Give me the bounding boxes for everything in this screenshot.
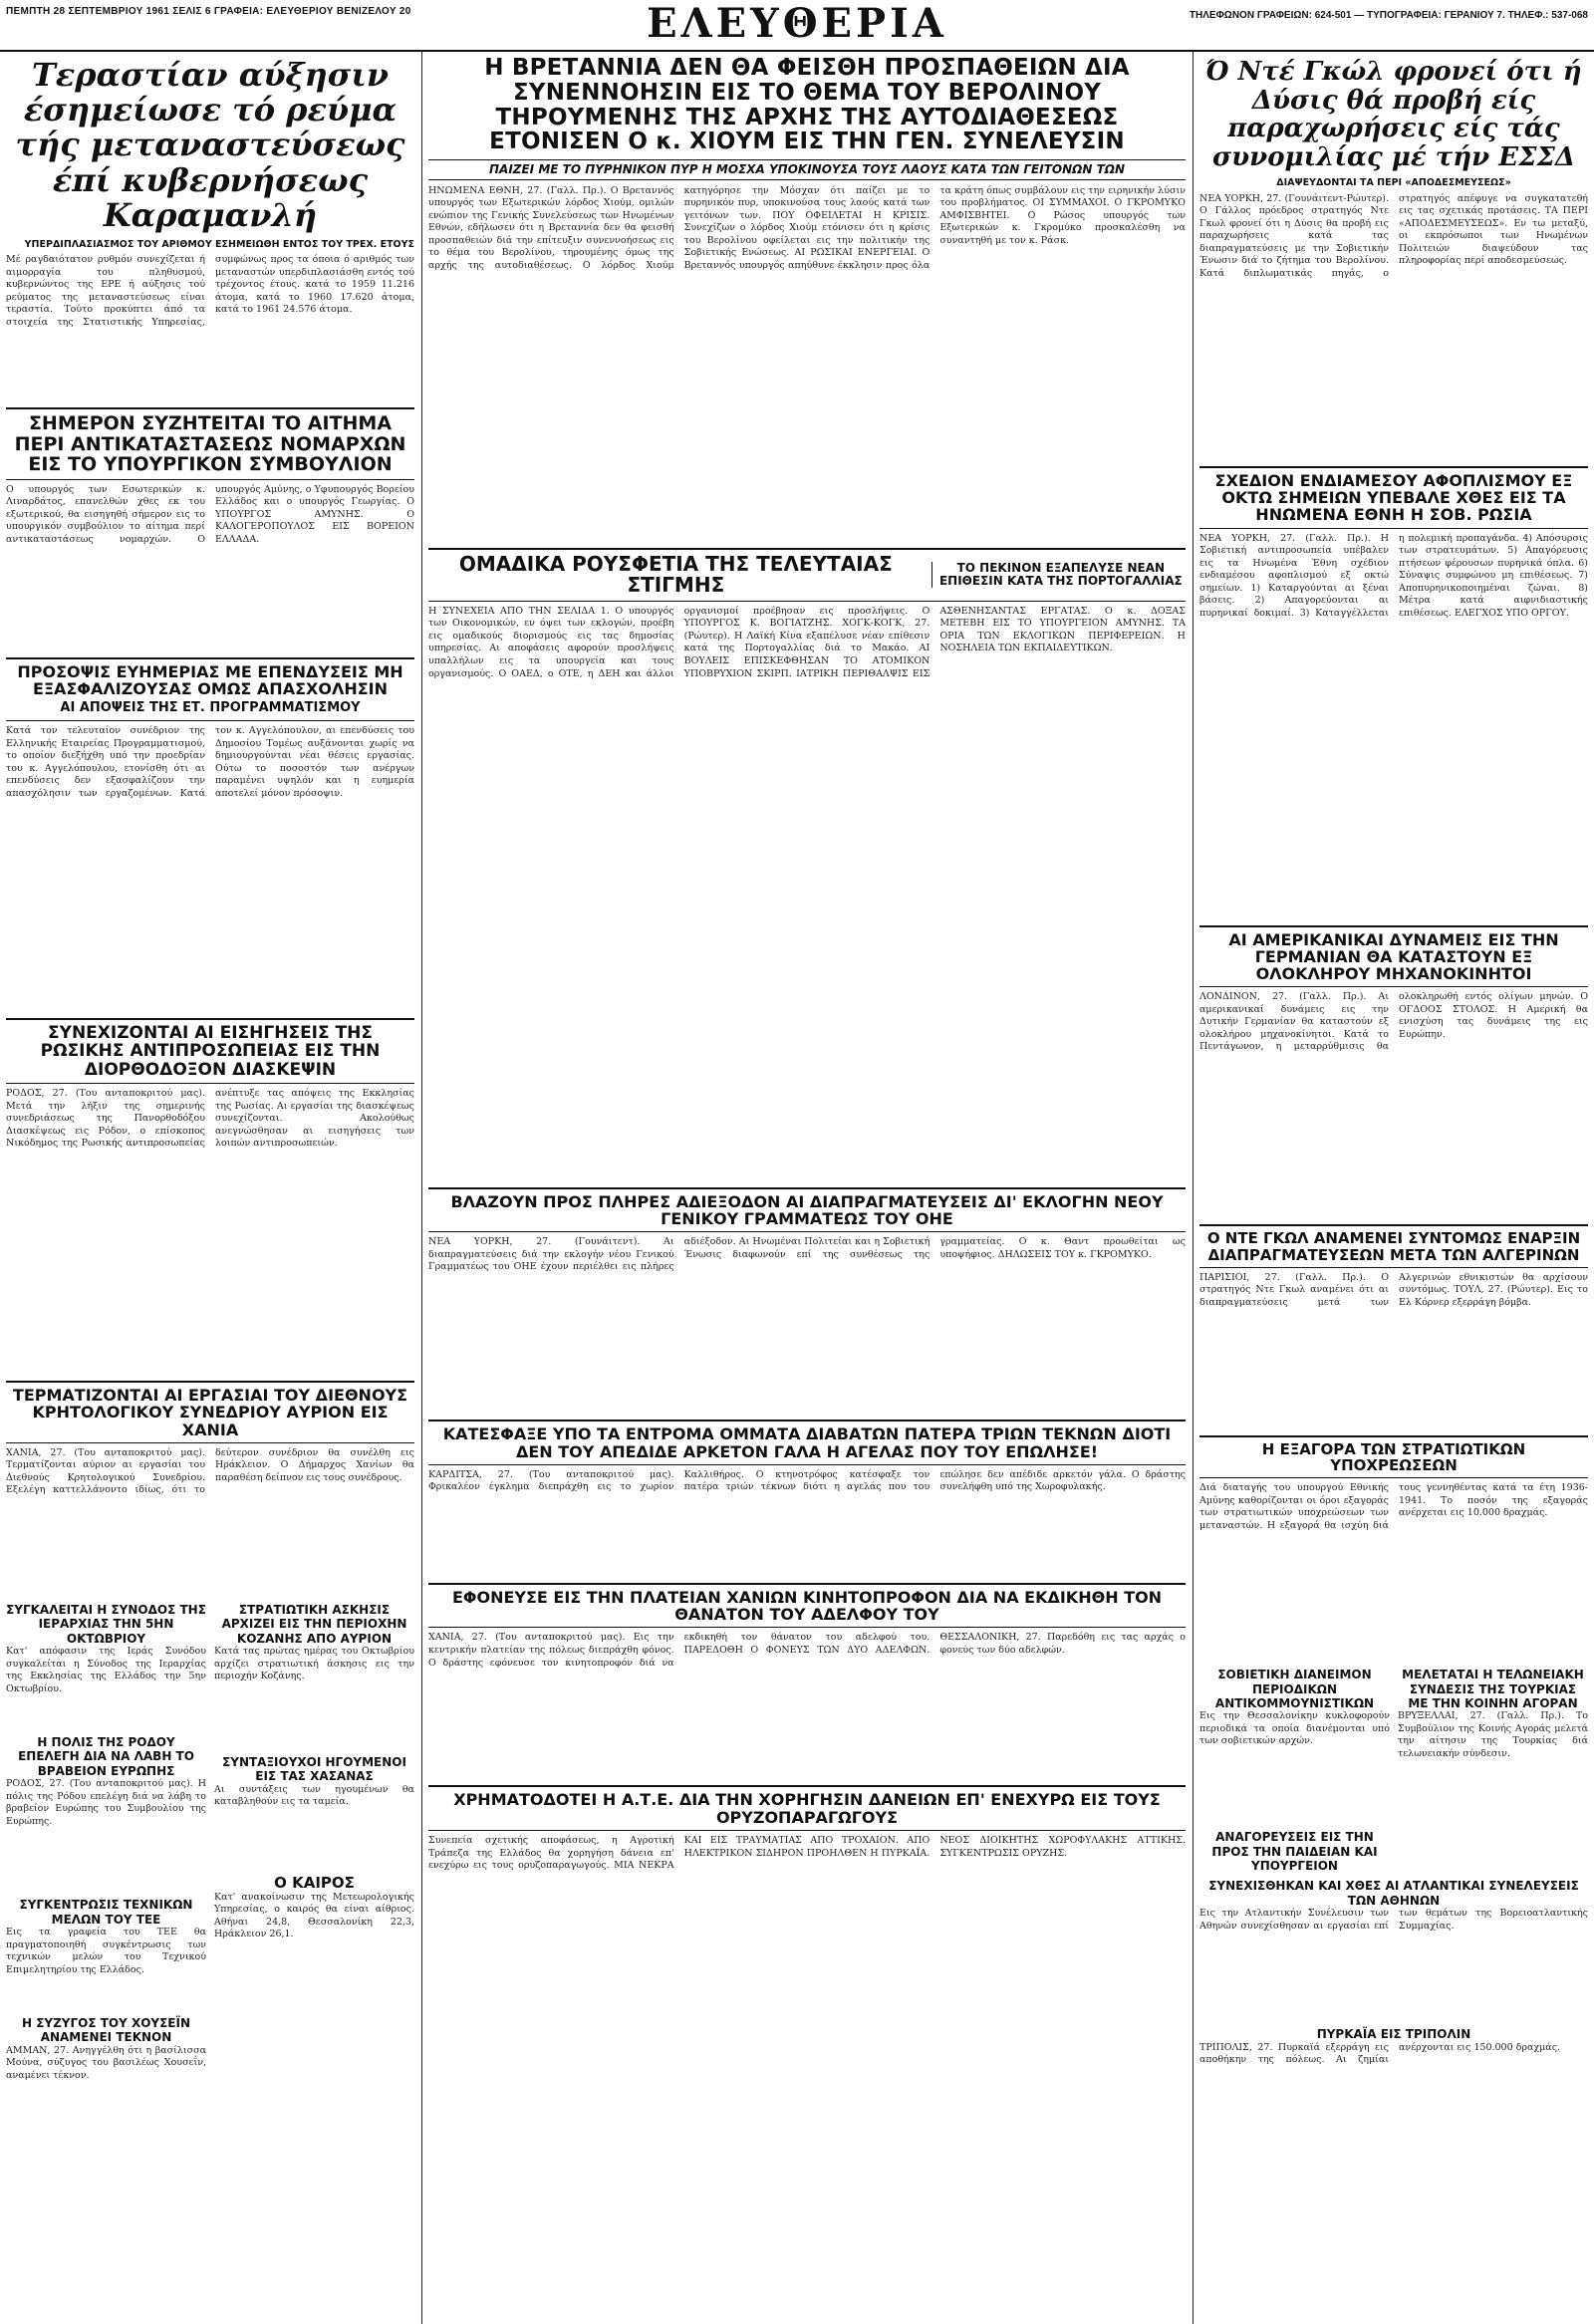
article-body: ΛΟΝΔΙΝΟΝ, 27. (Γαλλ. Πρ.). Αι αμερικανικαί δυνάμεις εις την Δυτικήν Γερμανίαν θα καταστούν εξ ολοκλήρου μηχανοκίνητοι. Κατά το Πεντάγωνον, η μεταρρύθμισις θα ολοκληρωθή εντός ολίγων μηνών. Ο ΟΓΔΟΟΣ ΣΤΟΛΟΣ. Η Αμερική θα ενισχύση τας δυνάμεις της εις Ευρώπην.: [1199, 991, 1588, 1053]
article-body: Συνεπεία σχετικής αποφάσεως, η Αγροτική Τράπεζα της Ελλάδος θα χορηγήση δάνεια επ' ενεχύρω εις τους ορυζοπαραγωγούς. ΜΙΑ ΝΕΚΡΑ ΚΑΙ ΕΙΣ ΤΡΑΥΜΑΤΙΑΣ ΑΠΟ ΤΡΟΧΑΙΟΝ. ΑΠΟ ΗΛΕΚΤΡΙΚΟΝ ΣΙΔΗΡΟΝ ΠΡΟΗΛΘΕΝ Η ΠΥΡΚΑΪΑ. ΝΕΟΣ ΔΙΟΙΚΗΤΗΣ ΧΩΡΟΦΥΛΑΚΗΣ ΑΤΤΙΚΗΣ. ΣΥΓΚΕΝΤΡΩΣΙΣ ΟΡΥΖΗΣ.: [428, 1835, 1186, 1872]
brief-headline: ΜΕΛΕΤΑΤΑΙ Η ΤΕΛΩΝΕΙΑΚΗ ΣΥΝΔΕΣΙΣ ΤΗΣ ΤΟΥΡΚΙΑΣ ΜΕ ΤΗΝ ΚΟΙΝΗΝ ΑΓΟΡΑΝ: [1402, 1668, 1584, 1710]
article-body: ΝΕΑ ΥΟΡΚΗ, 27. (Γαλλ. Πρ.). Η Σοβιετική αντιπροσωπεία υπέβαλεν εις τα Ηνωμένα Έθνη σχέδιον ενδιαμέσου αφοπλισμού εξ οκτώ σημείων. 1) Καταργούνται αι ξέναι βάσεις. 2) Απαγορεύονται αι πυρηνικαί δοκιμαί. 3) Καταγγέλλεται η πολεμική προπαγάνδα. 4) Απόσυρσις των στρατευμάτων. 5) Απαγόρευσις πτήσεων φέρουσων πυρηνικά όπλα. 6) Σύναψις συμφώνου μη επιθέσεως. 7) Αποπυρηνικοποιημέναι ζώναι. 8) Μέτρα κατά αιφνιδιαστικής επιθέσεως. ΕΛΕΓΧΟΣ ΥΠΟ ΟΡΓΟΥ.: [1199, 532, 1588, 619]
brief-headline: ΣΟΒΙΕΤΙΚΗ ΔΙΑΝΕΙΜΟΝ ΠΕΡΙΟΔΙΚΩΝ ΑΝΤΙΚΟΜΜΟΥΝΙΣΤΙΚΩΝ: [1214, 1668, 1375, 1710]
masthead-dateline: ΠΕΜΠΤΗ 28 ΣΕΠΤΕΜΒΡΙΟΥ 1961 ΣΕΛΙΣ 6 ΓΡΑΦΕΙΑ: ΕΛΕΥΘΕΡΙΟΥ ΒΕΝΙΖΕΛΟΥ 20: [6, 6, 411, 17]
headline: ΧΡΗΜΑΤΟΔΟΤΕΙ Η Α.Τ.Ε. ΔΙΑ ΤΗΝ ΧΟΡΗΓΗΣΙΝ ΔΑΝΕΙΩΝ ΕΠ' ΕΝΕΧΥΡΩ ΕΙΣ ΤΟΥΣ ΟΡΥΖΟΠΑΡΑΓΩΓΟΥΣ: [453, 1790, 1161, 1827]
article-body: Διά διαταγής του υπουργού Εθνικής Αμύνης καθορίζονται οι όροι εξαγοράς των στρατιωτικών υποχρεώσεων των μεταναστών. Η εξαγορά θα ισχύη διά τους γεννηθέντας κατά τα έτη 1936-1941. Το ποσόν της εξαγοράς ανέρχεται εις 10.000 δραχμάς.: [1199, 1482, 1588, 1531]
brief-headline: ΣΥΝΕΧΙΣΘΗΚΑΝ ΚΑΙ ΧΘΕΣ ΑΙ ΑΤΛΑΝΤΙΚΑΙ ΣΥΝΕΛΕΥΣΕΙΣ ΤΩΝ ΑΘΗΝΩΝ: [1208, 1879, 1579, 1908]
brief-headline: ΣΥΓΚΑΛΕΙΤΑΙ Η ΣΥΝΟΔΟΣ ΤΗΣ ΙΕΡΑΡΧΙΑΣ ΤΗΝ 5ΗΝ ΟΚΤΩΒΡΙΟΥ: [6, 1602, 206, 1646]
headline: ΒΛΑΖΟΥΝ ΠΡΟΣ ΠΛΗΡΕΣ ΑΔΙΕΞΟΔΟΝ ΑΙ ΔΙΑΠΡΑΓΜΑΤΕΥΣΕΙΣ ΔΙ' ΕΚΛΟΓΗΝ ΝΕΟΥ ΓΕΝΙΚΟΥ ΓΡΑΜΜΑΤΕΩΣ ΤΟΥ ΟΗΕ: [450, 1191, 1164, 1229]
brief-headline: ΑΝΑΓΟΡΕΥΣΕΙΣ ΕΙΣ ΤΗΝ ΠΡΟΣ ΤΗΝ ΠΑΙΔΕΙΑΝ ΚΑΙ ΥΠΟΥΡΓΕΙΟΝ: [1211, 1830, 1378, 1874]
weather-headline: Ο ΚΑΙΡΟΣ: [274, 1873, 355, 1892]
headline: ΠΡΟΣΟΨΙΣ ΕΥΗΜΕΡΙΑΣ ΜΕ ΕΠΕΝΔΥΣΕΙΣ ΜΗ ΕΞΑΣΦΑΛΙΖΟΥΣΑΣ ΟΜΩΣ ΑΠΑΣΧΟΛΗΣΙΝ: [17, 661, 403, 699]
brief-body: Εις την Θεσσαλονίκην κυκλοφορούν περιοδικά τα οποία διανέμονται υπό των σοβιετικών αρχών.: [1199, 1710, 1390, 1747]
brief-body: Εις τα γραφεία του ΤΕΕ θα πραγματοποιηθή συγκέντρωσις των τεχνικών μελών του Τεχνικού Επιμελητηρίου της Ελλάδος.: [6, 1927, 206, 1975]
headline: Η ΕΞΑΓΟΡΑ ΤΩΝ ΣΤΡΑΤΙΩΤΙΚΩΝ ΥΠΟΧΡΕΩΣΕΩΝ: [1261, 1439, 1526, 1474]
masthead-contact: ΤΗΛΕΦΩΝΟΝ ΓΡΑΦΕΙΩΝ: 624-501 — ΤΥΠΟΓΡΑΦΕΙΑ: ΓΕΡΑΝΙΟΥ 7. ΤΗΛΕΦ.: 537-068: [1189, 10, 1588, 21]
left-column: [6, 56, 414, 2317]
article-body: Η ΣΥΝΕΧΕΙΑ ΑΠΟ ΤΗΝ ΣΕΛΙΔΑ 1. Ο υπουργός των Οικονομικών, εν όψει των εκλογών, προέβη εις ομαδικούς διορισμούς εις τας δημοσίας υπηρεσίας. Αι αποφάσεις αφορούν προσλήψεις υπαλλήλων εις τα υπουργεία και τους οργανισμούς. Ο ΟΑΕΔ, ο ΟΤΕ, η ΔΕΗ και άλλοι οργανισμοί προέβησαν εις προσλήψεις. Ο ΥΠΟΥΡΓΟΣ Κ. ΒΟΓΙΑΤΖΗΣ. ΧΟΓΚ-ΚΟΓΚ, 27. (Ρώυτερ). Η Λαϊκή Κίνα εξαπέλυσε νέαν επίθεσιν κατά της Πορτογαλλίας διά το Μακάο. ΑΙ ΒΟΥΛΕΙΣ ΕΠΙΣΚΕΦΘΗΣΑΝ ΤΟ ΑΤΟΜΙΚΟΝ ΥΠΟΒΡΥΧΙΟΝ ΣΚΙΡΠ. ΙΑΤΡΙΚΗ ΠΕΡΙΘΑΛΨΙΣ ΕΙΣ ΑΣΘΕΝΗΣΑΝΤΑΣ ΕΡΓΑΤΑΣ. Ο κ. ΔΟΞΑΣ ΜΕΤΕΒΗ ΕΙΣ ΤΟ ΥΠΟΥΡΓΕΙΟΝ ΑΜΥΝΗΣ. ΤΑ ΟΡΙΑ ΤΩΝ ΕΚΛΟΓΙΚΩΝ ΠΕΡΙΦΕΡΕΙΩΝ. Η ΝΟΣΗΛΕΙΑ ΤΩΝ ΕΚΠΑΙΔΕΥΤΙΚΩΝ.: [428, 605, 1186, 679]
lead-headline: Η ΒΡΕΤΑΝΝΙΑ ΔΕΝ ΘΑ ΦΕΙΣΘΗ ΠΡΟΣΠΑΘΕΙΩΝ ΔΙΑ ΣΥΝΕΝΝΟΗΣΙΝ ΕΙΣ ΤΟ ΘΕΜΑ ΤΟΥ ΒΕΡΟΛΙΝΟΥ ΤΗΡΟΥΜΕΝΗΣ ΤΗΣ ΑΡΧΗΣ ΤΗΣ ΑΥΤΟΔΙΑΘΕΣΕΩΣ ΕΤΟΝΙΣΕΝ Ο κ. ΧΙΟΥΜ ΕΙΣ ΤΗΝ ΓΕΝ. ΣΥΝΕΛΕΥΣΙΝ: [484, 56, 1130, 155]
weather-body: Κατ' ανακοίνωσιν της Μετεωρολογικής Υπηρεσίας, ο καιρός θα είναι αίθριος. Αθήναι 24,8, Θεσσαλονίκη 22,3, Ηράκλειον 26,1.: [214, 1891, 414, 1940]
center-column: [428, 56, 1186, 2317]
article-body: ΡΟΔΟΣ, 27. (Του ανταποκριτού μας). Μετά την λήξιν της σημερινής συνεδριάσεως της Πανορθοδόξου Διασκέψεως εις Ρόδον, ο επίσκοπος Νικόδημος της Ρωσικής αντιπροσωπείας ανέπτυξε τας απόψεις της Εκκλησίας της Ρωσίας. Αι εργασίαι της διασκέψεως συνεχίζονται. Ακολούθως ανεγνώσθησαν αι εισηγήσεις των λοιπών αντιπροσωπειών.: [6, 1088, 414, 1150]
brief-headline: ΣΥΓΚΕΝΤΡΩΣΙΣ ΤΕΧΝΙΚΩΝ ΜΕΛΩΝ ΤΟΥ ΤΕΕ: [19, 1898, 193, 1927]
lead-headline: Ό Ντέ Γκώλ φρονεί ότι ή Δύσις θά προβή είς παραχωρήσεις είς τάς συνομιλίας μέ τήν ΕΣΣΔ: [1205, 57, 1582, 172]
article-body: ΠΑΡΙΣΙΟΙ, 27. (Γαλλ. Πρ.). Ο στρατηγός Ντε Γκωλ αναμένει ότι αι διαπραγματεύσεις μετά των Αλγερινών εθνικιστών θα αρχίσουν συντόμως. ΤΟΥΛ, 27. (Ρώυτερ). Εις το Ελ Κόρνερ εξερράγη βόμβα.: [1199, 1271, 1588, 1308]
brief-body: ΒΡΥΞΕΛΛΑΙ, 27. (Γαλλ. Πρ.). Το Συμβούλιον της Κοινής Αγοράς μελετά την αίτησιν της Τουρκίας διά τελωνειακήν σύνδεσιν.: [1398, 1710, 1588, 1759]
newspaper-title: ΕΛΕΥΘΕΡΙΑ: [647, 0, 947, 47]
headline: ΟΜΑΔΙΚΑ ΡΟΥΣΦΕΤΙΑ ΤΗΣ ΤΕΛΕΥΤΑΙΑΣ ΣΤΙΓΜΗΣ: [458, 551, 893, 598]
brief-headline: ΣΤΡΑΤΙΩΤΙΚΗ ΑΣΚΗΣΙΣ ΑΡΧΙΖΕΙ ΕΙΣ ΤΗΝ ΠΕΡΙΟΧΗΝ ΚΟΖΑΝΗΣ ΑΠΟ ΑΥΡΙΟΝ: [221, 1602, 407, 1646]
brief-headline: Η ΠΟΛΙΣ ΤΗΣ ΡΟΔΟΥ ΕΠΕΛΕΓΗ ΔΙΑ ΝΑ ΛΑΒΗ ΤΟ ΒΡΑΒΕΙΟΝ ΕΥΡΩΠΗΣ: [18, 1735, 194, 1778]
brief-body: Κατά τας πρώτας ημέρας του Οκτωβρίου αρχίζει στρατιωτική άσκησις εις την περιοχήν Κοζάνης.: [214, 1646, 414, 1682]
brief-body: ΡΟΔΟΣ, 27. (Του ανταποκριτού μας). Η πόλις της Ρόδου επελέγη διά να λάβη το βραβείον Ευρώπης του Συμβουλίου της Ευρώπης.: [6, 1778, 206, 1827]
masthead: [0, 0, 1594, 52]
lead-article-body: ΗΝΩΜΕΝΑ ΕΘΝΗ, 27. (Γαλλ. Πρ.). Ο Βρεταννός υπουργός των Εξωτερικών λόρδος Χιούμ, ομιλών ενώπιον της Γενικής Συνελεύσεως των Ηνωμένων Εθνών, εδήλωσεν ότι η Βρεταννία δεν θα φεισθή προσπαθειών διά την επίτευξιν συνεννοήσεως εις το θέμα του Βερολίνου, τηρουμένης όμως της αρχής της αυτοδιαθέσεως. Ο λόρδος Χιούμ κατηγόρησε την Μόσχαν ότι παίζει με το πυρηνικόν πυρ, υποκινούσα τους λαούς κατά των γειτόνων των. ΠΟΥ ΟΦΕΙΛΕΤΑΙ Η ΚΡΙΣΙΣ. Συνεχίζων ο λόρδος Χιούμ ετόνισεν ότι η κρίσις του Βερολίνου οφείλεται εις την πολιτικήν της Σοβιετικής Ενώσεως. ΑΙ ΡΩΣΙΚΑΙ ΕΝΕΡΓΕΙΑΙ. Ο Βρεταννός υπουργός απηύθυνε έκκλησιν προς όλα τα κράτη όπως συμβάλουν εις την ειρηνικήν λύσιν του προβλήματος. ΟΙ ΣΥΜΜΑΧΟΙ. Ο ΓΚΡΟΜΥΚΟ ΑΜΦΙΣΒΗΤΕΙ. Ο Ρώσος υπουργός των Εξωτερικών κ. Γκρομύκο προσκαλέσθη να συναντηθή με τον κ. Ράσκ.: [428, 184, 1186, 271]
article-body: ΝΕΑ ΥΟΡΚΗ, 27. (Γουνάιτεντ). Αι διαπραγματεύσεις διά την εκλογήν νέου Γενικού Γραμματέως του ΟΗΕ έχουν περιέλθει εις πλήρες αδιέξοδον. Αι Ηνωμέναι Πολιτείαι και η Σοβιετική Ένωσις διαφωνούν επί της συνθέσεως της γραμματείας. Ο κ. Θαντ προωθείται ως υποψήφιος. ΔΗΛΩΣΕΙΣ ΤΟΥ κ. ΓΚΡΟΜΥΚΟ.: [428, 1236, 1186, 1273]
brief-body: ΤΡΙΠΟΛΙΣ, 27. Πυρκαϊά εξερράγη εις αποθήκην της πόλεως. Αι ζημίαι ανέρχονται εις 150.000 δραχμάς.: [1199, 2041, 1561, 2066]
article-body: ΧΑΝΙΑ, 27. (Του ανταποκριτού μας). Τερματίζονται αύριον αι εργασίαι του Διεθνούς Κρητολογικού Συνεδρίου. Εξελέγη καττελλάνοντο ιδίως, ότι το δεύτερον συνέδριον θα συνέλθη εις Ηράκλειον. Ο Δήμαρχος Χανίων θα παραθέση δείπνον εις τους συνέδρους.: [6, 1446, 414, 1496]
headline: Ο ΝΤΕ ΓΚΩΛ ΑΝΑΜΕΝΕΙ ΣΥΝΤΟΜΩΣ ΕΝΑΡΞΙΝ ΔΙΑΠΡΑΓΜΑΤΕΥΣΕΩΝ ΜΕΤΑ ΤΩΝ ΑΛΓΕΡΙΝΩΝ: [1206, 1229, 1581, 1264]
brief-headline: ΠΥΡΚΑΪΑ ΕΙΣ ΤΡΙΠΟΛΙΝ: [1316, 2027, 1471, 2042]
article-body: Κατά τον τελευταίον συνέδριον της Ελληνικής Εταιρείας Προγραμματισμού, το οποίον διεξήχθη υπό την προεδρίαν του κ. Αγγελόπουλου, ετονίσθη ότι αι επενδύσεις δεν εξασφαλίζουν την απασχόλησιν των εργαζομένων. Κατά τον κ. Αγγελόπουλον, αι επενδύσεις του Δημοσίου Τομέως αυξάνονται χωρίς να δημιουργούνται νέαι θέσεις εργασίας. Ούτω το ποσοστόν των ανέργων παραμένει υψηλόν και η ευημερία αποτελεί μόνον πρόσοψιν.: [6, 725, 414, 799]
column-divider: [421, 52, 422, 2324]
headline: ΣΗΜΕΡΟΝ ΣΥΖΗΤΕΙΤΑΙ ΤΟ ΑΙΤΗΜΑ ΠΕΡΙ ΑΝΤΙΚΑΤΑΣΤΑΣΕΩΣ ΝΟΜΑΡΧΩΝ ΕΙΣ ΤΟ ΥΠΟΥΡΓΙΚΟΝ ΣΥΜΒΟΥΛΙΟΝ: [14, 412, 406, 476]
headline: ΑΙ ΑΜΕΡΙΚΑΝΙΚΑΙ ΔΥΝΑΜΕΙΣ ΕΙΣ ΤΗΝ ΓΕΡΜΑΝΙΑΝ ΘΑ ΚΑΤΑΣΤΟΥΝ ΕΞ ΟΛΟΚΛΗΡΟΥ ΜΗΧΑΝΟΚΙΝΗΤΟΙ: [1228, 929, 1559, 984]
lead-article-body: ΝΕΑ ΥΟΡΚΗ, 27. (Γουνάιτεντ-Ρώυτερ). Ο Γάλλος πρόεδρος στρατηγός Ντε Γκωλ φρονεί ότι η Δύσις θα προβή εις παραχωρήσεις κατά τας διαπραγματεύσεις με την Σοβιετικήν Ένωσιν διά το ζήτημα του Βερολίνου. Κατά διπλωματικάς πηγάς, ο στρατηγός απέφυγε να συγκατατεθή εις τας σχετικάς προτάσεις. ΤΑ ΠΕΡΙ «ΑΠΟΔΕΣΜΕΥΣΕΩΣ». Εν τω μεταξύ, οι εκπρόσωποι των Ηνωμένων Πολιτειών διαψεύδουν τας πληροφορίας περί αποδεσμεύσεως.: [1199, 192, 1588, 279]
lead-subheadline: ΥΠΕΡΔΙΠΛΑΣΙΑΣΜΟΣ ΤΟΥ ΑΡΙΘΜΟΥ ΕΣΗΜΕΙΩΘΗ ΕΝΤΟΣ ΤΟΥ ΤΡΕΧ. ΕΤΟΥΣ: [24, 238, 414, 250]
headline: ΤΟ ΠΕΚΙΝΟΝ ΕΞΑΠΕΛΥΣΕ ΝΕΑΝ ΕΠΙΘΕΣΙΝ ΚΑΤΑ ΤΗΣ ΠΟΡΤΟΓΑΛΛΙΑΣ: [931, 562, 1184, 588]
brief-headline: ΣΥΝΤΑΞΙΟΥΧΟΙ ΗΓΟΥΜΕΝΟΙ ΕΙΣ ΤΑΣ ΧΑΣΑΝΑΣ: [222, 1755, 406, 1784]
lead-subheadline: ΠΑΙΖΕΙ ΜΕ ΤΟ ΠΥΡΗΝΙΚΟΝ ΠΥΡ Η ΜΟΣΧΑ ΥΠΟΚΙΝΟΥΣΑ ΤΟΥΣ ΛΑΟΥΣ ΚΑΤΑ ΤΩΝ ΓΕΙΤΟΝΩΝ ΤΩΝ: [428, 159, 1186, 179]
brief-body: Εις την Ατλαντικήν Συνέλευσιν των Αθηνών συνεχίσθησαν αι εργασίαι επί των θεμάτων της Βορειοατλαντικής Συμμαχίας.: [1199, 1908, 1588, 1932]
article-body: ΧΑΝΙΑ, 27. (Του ανταποκριτού μας). Εις την κεντρικήν πλατείαν της πόλεως διεπράχθη φόνος. Ο δράστης εφόνευσε τον κινητοπροφόν διά να εκδικηθή τον θάνατον του αδελφού του. ΠΑΡΕΔΟΘΗ Ο ΦΟΝΕΥΣ ΤΩΝ ΔΥΟ ΑΔΕΛΦΩΝ. ΘΕΣΣΑΛΟΝΙΚΗ, 27. Παρεδόθη εις τας αρχάς ο φονεύς των δύο αδελφών.: [428, 1632, 1186, 1669]
headline: ΚΑΤΕΣΦΑΞΕ ΥΠΟ ΤΑ ΕΝΤΡΟΜΑ ΟΜΜΑΤΑ ΔΙΑΒΑΤΩΝ ΠΑΤΕΡΑ ΤΡΙΩΝ ΤΕΚΝΩΝ ΔΙΟΤΙ ΔΕΝ ΤΟΥ ΑΠΕΔΙΔΕ ΑΡΚΕΤΟΝ ΓΑΛΑ Η ΑΓΕΛΑΣ ΠΟΥ ΤΟΥ ΕΠΩΛΗΣΕ!: [442, 1424, 1172, 1461]
lead-headline: Τεραστίαν αύξησιν έσημείωσε τό ρεύμα τής μεταναστεύσεως έπί κυβερνήσεως Καραμανλή: [15, 56, 405, 234]
subheadline: ΑΙ ΑΠΟΨΕΙΣ ΤΗΣ ΕΤ. ΠΡΟΓΡΑΜΜΑΤΙΣΜΟΥ: [60, 700, 361, 716]
lead-subheadline: ΔΙΑΨΕΥΔΟΝΤΑΙ ΤΑ ΠΕΡΙ «ΑΠΟΔΕΣΜΕΥΣΕΩΣ»: [1276, 177, 1511, 189]
brief-body: Αι συντάξεις των ηγουμένων θα καταβληθούν εις τα ταμεία.: [214, 1783, 414, 1808]
brief-body: ΑΜΜΑΝ, 27. Ανηγγέλθη ότι η βασίλισσα Μούνα, σύζυγος του βασιλέως Χουσεΐν, αναμένει τέκνον.: [6, 2044, 206, 2081]
headline: ΤΕΡΜΑΤΙΖΟΝΤΑΙ ΑΙ ΕΡΓΑΣΙΑΙ ΤΟΥ ΔΙΕΘΝΟΥΣ ΚΡΗΤΟΛΟΓΙΚΟΥ ΣΥΝΕΔΡΙΟΥ ΑΥΡΙΟΝ ΕΙΣ ΧΑΝΙΑ: [12, 1386, 408, 1439]
column-divider: [1193, 52, 1194, 2324]
headline: ΕΦΟΝΕΥΣΕ ΕΙΣ ΤΗΝ ΠΛΑΤΕΙΑΝ ΧΑΝΙΩΝ ΚΙΝΗΤΟΠΡΟΦΟΝ ΔΙΑ ΝΑ ΕΚΔΙΚΗΘΗ ΤΟΝ ΘΑΝΑΤΟΝ ΤΟΥ ΑΔΕΛΦΟΥ ΤΟΥ: [451, 1587, 1163, 1625]
brief-headline: Η ΣΥΖΥΓΟΣ ΤΟΥ ΧΟΥΣΕΪΝ ΑΝΑΜΕΝΕΙ ΤΕΚΝΟΝ: [21, 2016, 191, 2045]
lead-article-body: Μέ ραγδαιότατον ρυθμόν συνεχίζεται ή αιμορραγία του πληθυσμού, κυβερνώντος της ΕΡΕ ή αύξησις τού ρεύματος της μεταναστεύσεως είναι τεραστία. Τούτο προκύπτει άπό τα στοιχεία της Στατιστικής Υπηρεσίας, συμφώνως προς τα όποια ό αριθμός των μεταναστών υπερδιπλασιάσθη εντός τού τρέχοντος έτους. κατά το 1959 11.216 άτομα, κατά το 1960 17.620 άτομα, κατά το 1961 24.576 άτομα.: [6, 254, 414, 328]
right-column: [1199, 56, 1588, 2317]
headline: ΣΥΝΕΧΙΖΟΝΤΑΙ ΑΙ ΕΙΣΗΓΗΣΕΙΣ ΤΗΣ ΡΩΣΙΚΗΣ ΑΝΤΙΠΡΟΣΩΠΕΙΑΣ ΕΙΣ ΤΗΝ ΔΙΟΡΘΟΔΟΞΟΝ ΔΙΑΣΚΕΨΙΝ: [40, 1023, 381, 1080]
article-body: ΚΑΡΔΙΤΣΑ, 27. (Του ανταποκριτού μας). Φρικαλέον έγκλημα διεπράχθη εις το χωρίον Καλλιθήρος. Ο κτηνοτρόφος κατέσφαξε τον πατέρα τριών τέκνων διότι η αγελάς που του επώλησε δεν απέδιδε αρκετόν γάλα. Ο δράστης συνελήφθη υπό της Χωροφυλακής.: [428, 1468, 1186, 1493]
brief-body: Κατ' απόφασιν της Ιεράς Συνόδου συγκαλείται η Σύνοδος της Ιεραρχίας της Εκκλησίας της Ελλάδος την 5ην Οκτωβρίου.: [6, 1646, 206, 1694]
article-body: Ο υπουργός των Εσωτερικών κ. Λιναρδάτος, επανελθών χθες εκ του εξωτερικού, θα εισηγηθή σήμερον εις το υπουργικόν συμβούλιον το αίτημα περί αντικαταστάσεως νομαρχών. Ο υπουργός Αμύνης, ο Υφυπουργός Βορείου Ελλάδος και ο υπουργός Γεωργίας. Ο ΥΠΟΥΡΓΟΣ ΑΜΥΝΗΣ. Ο ΚΑΛΟΓΕΡΟΠΟΥΛΟΣ ΕΙΣ ΒΟΡΕΙΟΝ ΕΛΛΑΔΑ.: [6, 483, 414, 545]
headline: ΣΧΕΔΙΟΝ ΕΝΔΙΑΜΕΣΟΥ ΑΦΟΠΛΙΣΜΟΥ ΕΞ ΟΚΤΩ ΣΗΜΕΙΩΝ ΥΠΕΒΑΛΕ ΧΘΕΣ ΕΙΣ ΤΑ ΗΝΩΜΕΝΑ ΕΘΝΗ Η ΣΟΒ. ΡΩΣΙΑ: [1214, 470, 1573, 525]
